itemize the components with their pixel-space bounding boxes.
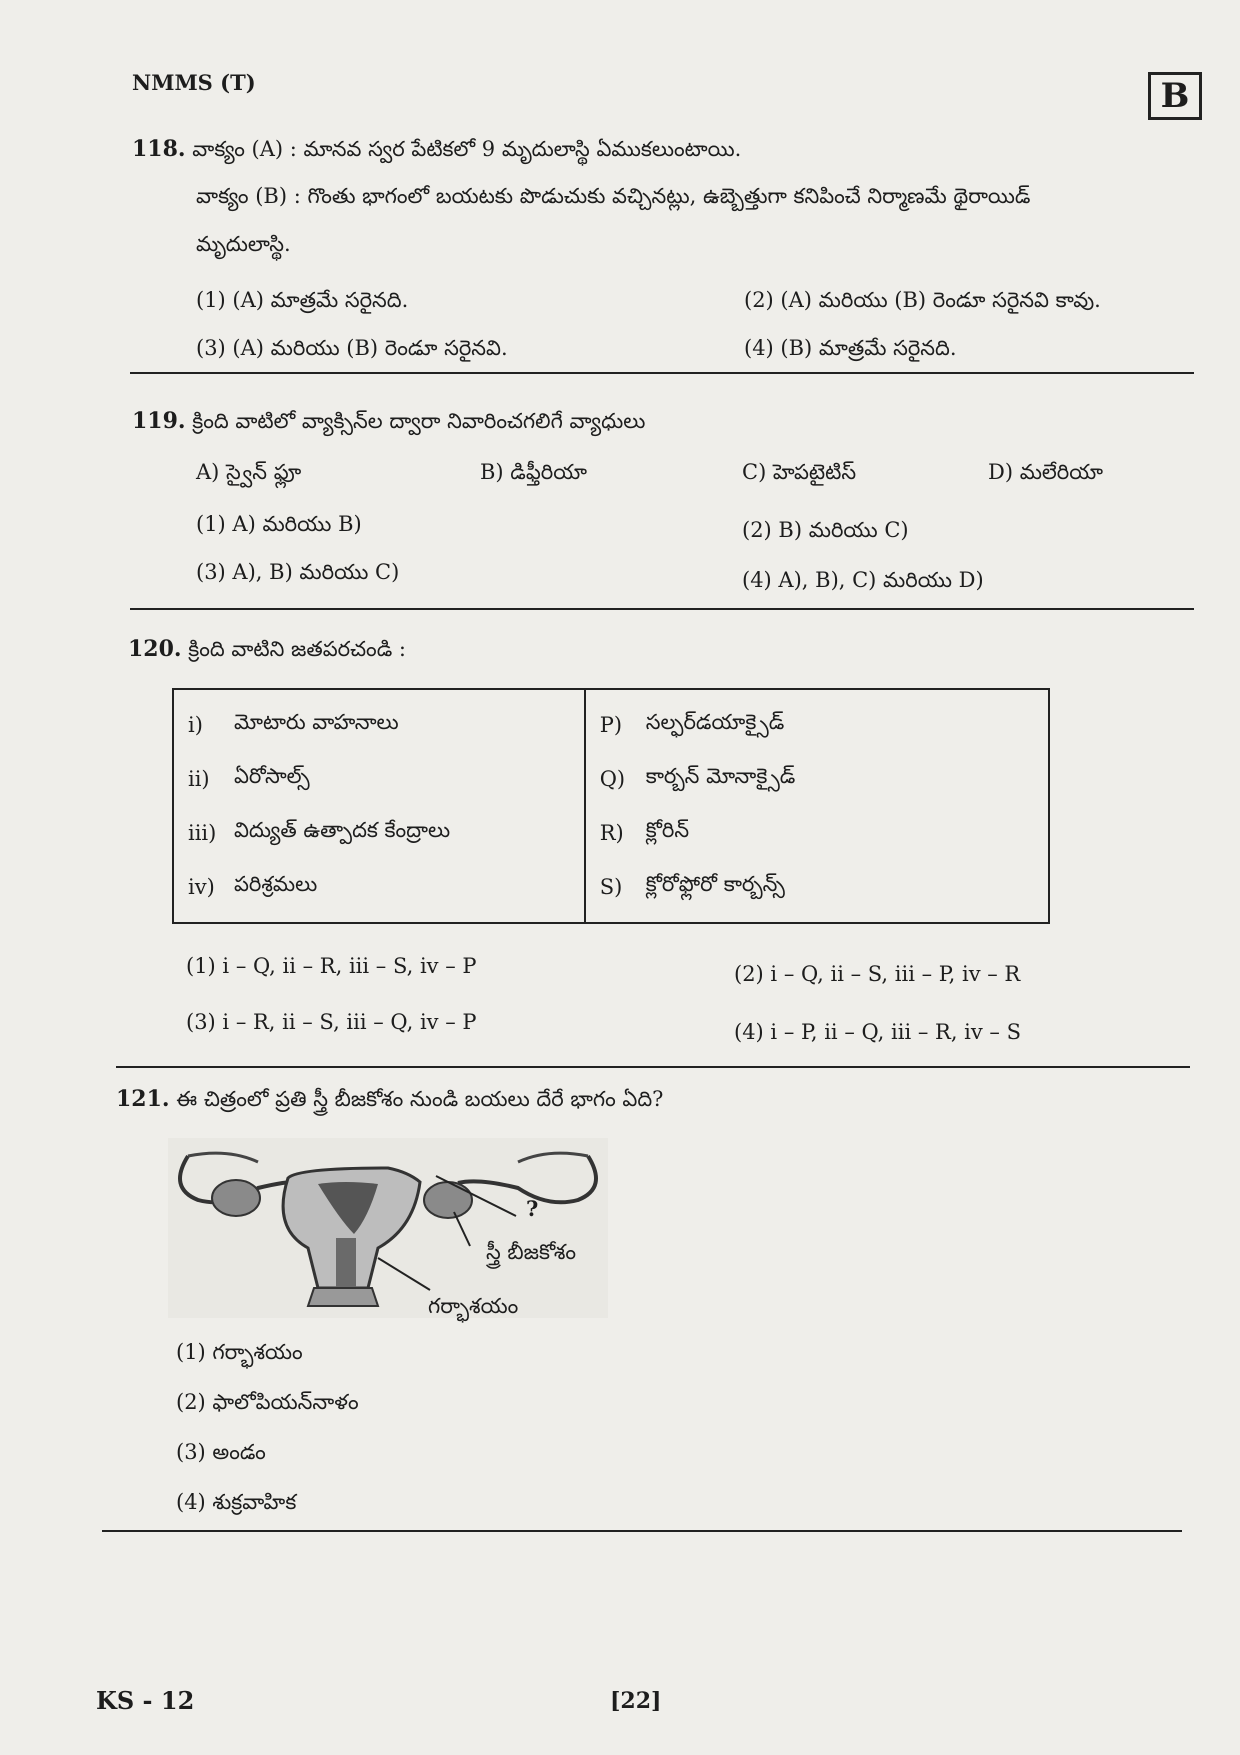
row-value: క్లోరోఫ్లోరో కార్బన్స్ [645, 872, 785, 896]
option-2[interactable]: (2) ఫాలోపియన్‌నాళం [176, 1390, 359, 1414]
option-4[interactable]: (4) శుక్రవాహిక [176, 1490, 297, 1514]
vagina [308, 1288, 378, 1306]
option-4[interactable]: (4) A), B), C) మరియు D) [742, 568, 984, 592]
female-reproductive-system-diagram [168, 1138, 608, 1318]
match-left-column [173, 689, 585, 923]
left-ovary [212, 1180, 260, 1216]
match-table [172, 688, 1050, 924]
match-left-row [188, 860, 570, 914]
option-4[interactable]: (4) (B) మాత్రమే సరైనది. [744, 336, 957, 360]
question-number: 118. [132, 136, 186, 162]
row-key: P) [599, 713, 623, 737]
row-key: iii) [188, 821, 217, 845]
page-number: [22] [610, 1688, 662, 1714]
option-1[interactable]: (1) గర్భాశయం [176, 1340, 303, 1364]
row-key: R) [599, 821, 624, 845]
option-2[interactable]: (2) (A) మరియు (B) రెండూ సరైనవి కావు. [744, 288, 1101, 312]
option-3[interactable]: (3) A), B) మరియు C) [196, 560, 400, 584]
row-value: సల్ఫర్‌డయాక్సైడ్ [645, 710, 785, 734]
diagram-label-uterus: గర్భాశయం [428, 1294, 519, 1318]
row-key: Q) [599, 767, 626, 791]
option-3[interactable]: (3) i – R, ii – S, iii – Q, iv – P [186, 1010, 477, 1034]
match-left-row [188, 698, 570, 752]
question-number: 121. [116, 1086, 170, 1112]
divider [130, 372, 1194, 374]
option-1[interactable]: (1) A) మరియు B) [196, 512, 362, 536]
statement-b-line1: వాక్యం (B) : గొంతు భాగంలో బయటకు పొడుచుకు వచ్చినట్లు, ఉబ్బెత్తుగా కనిపించే నిర్మాణమే థైరాయిడ్ [196, 184, 1031, 208]
divider [116, 1066, 1190, 1068]
row-value: క్లోరిన్ [645, 818, 690, 842]
exam-title: NMMS (T) [132, 70, 256, 95]
option-4[interactable]: (4) i – P, ii – Q, iii – R, iv – S [734, 1020, 1021, 1044]
row-value: విద్యుత్ ఉత్పాదక కేంద్రాలు [234, 818, 451, 842]
divider [102, 1530, 1182, 1532]
row-value: ఏరోసాల్స్ [234, 764, 310, 788]
question-number: 120. [128, 636, 182, 662]
question-text: క్రింది వాటిని జతపరచండి : [188, 637, 406, 661]
item-b: B) డిఫ్తీరియా [480, 460, 587, 484]
match-right-row [600, 806, 1034, 860]
statement-a: వాక్యం (A) : మానవ స్వర పేటికలో 9 మృదులాస్థి ఏముకలుంటాయి. [192, 137, 742, 161]
option-2[interactable]: (2) i – Q, ii – S, iii – P, iv – R [734, 962, 1021, 986]
item-a: A) స్వైన్ ఫ్లూ [196, 460, 302, 484]
option-3[interactable]: (3) అండం [176, 1440, 266, 1464]
diagram-label-question: ? [526, 1196, 539, 1221]
match-right-row [600, 698, 1034, 752]
question-text: క్రింది వాటిలో వ్యాక్సిన్‌ల ద్వారా నివారించగలిగే వ్యాధులు [192, 409, 646, 433]
match-right-row [600, 752, 1034, 806]
divider [130, 608, 1194, 610]
row-value: మోటారు వాహనాలు [234, 710, 399, 734]
row-value: పరిశ్రమలు [234, 872, 318, 896]
item-d: D) మలేరియా [988, 460, 1104, 484]
row-key: i) [188, 713, 203, 737]
row-key: ii) [188, 767, 210, 791]
question-text: ఈ చిత్రంలో ప్రతి స్త్రీ బీజకోశం నుండి బయలు దేరే భాగం ఏది? [176, 1087, 664, 1111]
match-left-row [188, 752, 570, 806]
booklet-code-box: B [1148, 72, 1202, 120]
cervix [336, 1238, 356, 1288]
row-key: iv) [188, 875, 215, 899]
question-number: 119. [132, 408, 186, 434]
match-right-column [585, 689, 1049, 923]
match-left-row [188, 806, 570, 860]
option-1[interactable]: (1) i – Q, ii – R, iii – S, iv – P [186, 954, 477, 978]
footer-code: KS - 12 [96, 1686, 195, 1715]
option-2[interactable]: (2) B) మరియు C) [742, 518, 909, 542]
row-value: కార్బన్ మోనాక్సైడ్ [645, 764, 796, 788]
row-key: S) [599, 875, 623, 899]
option-3[interactable]: (3) (A) మరియు (B) రెండూ సరైనవి. [196, 336, 508, 360]
right-ovary [424, 1182, 472, 1218]
diagram-label-ovary: స్త్రీ బీజకోశం [486, 1240, 577, 1264]
item-c: C) హెపటైటిస్ [742, 460, 857, 484]
option-1[interactable]: (1) (A) మాత్రమే సరైనది. [196, 288, 409, 312]
match-right-row [600, 860, 1034, 914]
statement-b-line2: మృదులాస్థి. [196, 232, 291, 256]
